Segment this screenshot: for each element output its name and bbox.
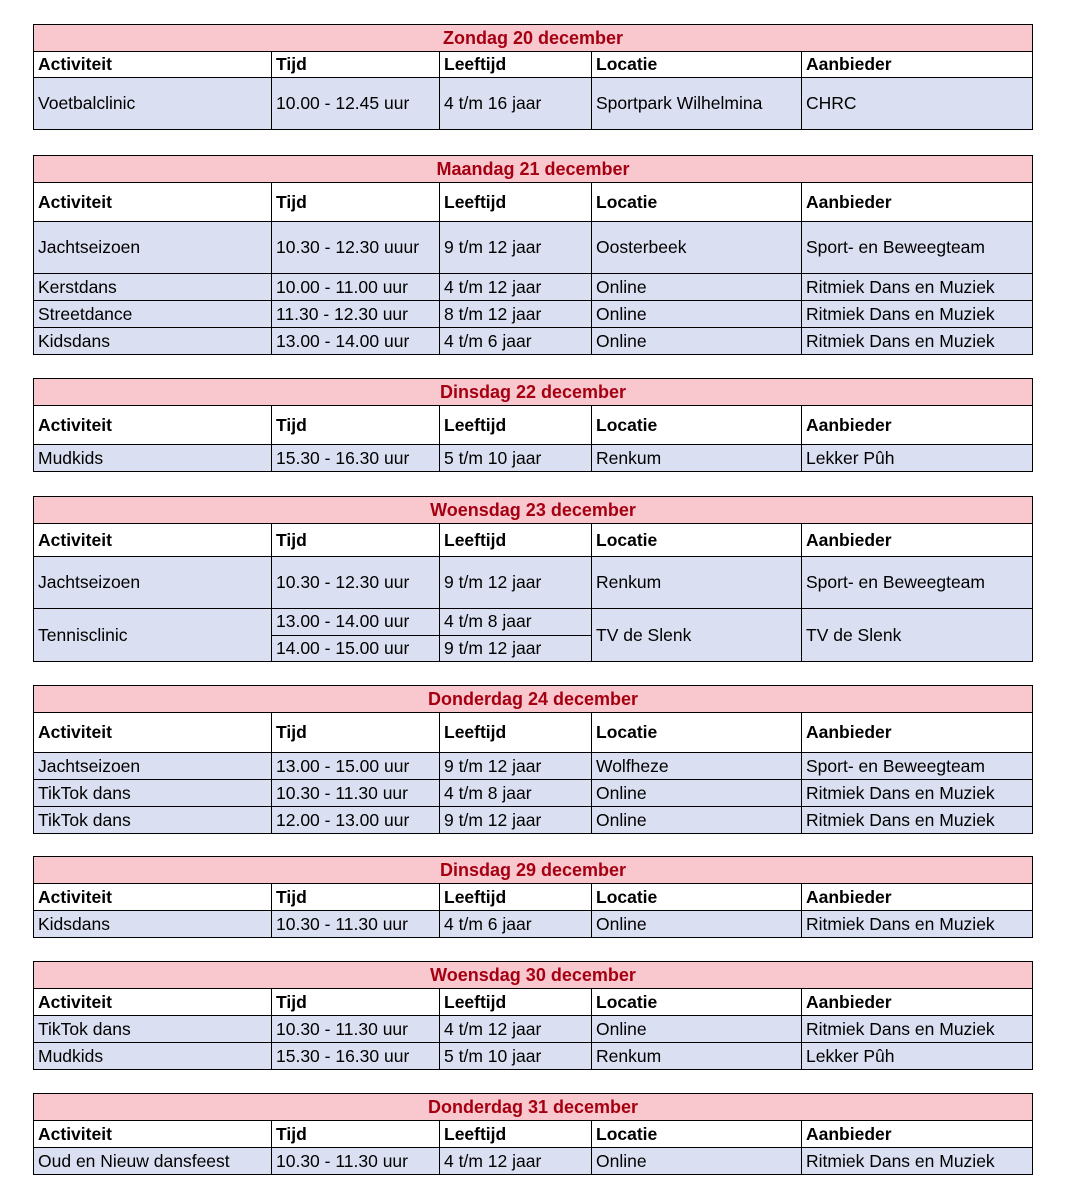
- cell-tijd: 10.00 - 11.00 uur: [272, 274, 440, 300]
- column-header-tijd: Tijd: [272, 183, 440, 221]
- day-title: Donderdag 24 december: [34, 686, 1032, 713]
- cell-leeftijd-part: 9 t/m 12 jaar: [440, 635, 591, 662]
- activity-row: [34, 780, 1032, 807]
- day-block: [33, 155, 1033, 355]
- activity-row: [34, 328, 1032, 354]
- cell-leeftijd: [440, 609, 592, 661]
- column-header-tijd: Tijd: [272, 884, 440, 910]
- column-header-aanbieder: Aanbieder: [806, 991, 892, 1012]
- column-header-tijd: Tijd: [272, 406, 440, 444]
- column-header-aanbieder: Aanbieder: [806, 54, 892, 74]
- column-header-aanbieder: Aanbieder: [806, 191, 892, 212]
- cell-activiteit: Jachtseizoen: [34, 222, 272, 273]
- cell-tijd: 13.00 - 15.00 uur: [272, 753, 440, 779]
- cell-aanbieder: Sport- en Beweegteam: [806, 572, 985, 592]
- column-header-activiteit: Activiteit: [34, 1121, 272, 1147]
- cell-aanbieder: Ritmiek Dans en Muziek: [806, 809, 995, 830]
- cell-tijd: 11.30 - 12.30 uur: [272, 301, 440, 327]
- cell-aanbieder: Ritmiek Dans en Muziek: [806, 913, 995, 934]
- cell-leeftijd: 9 t/m 12 jaar: [440, 807, 592, 833]
- day-title: Donderdag 31 december: [34, 1094, 1032, 1121]
- cell-activiteit: Kidsdans: [34, 328, 272, 354]
- day-title: Dinsdag 22 december: [34, 379, 1032, 406]
- cell-leeftijd: 9 t/m 12 jaar: [440, 557, 592, 608]
- activity-row: [34, 1016, 1032, 1043]
- column-header-locatie: Locatie: [592, 183, 802, 221]
- cell-locatie: Renkum: [592, 557, 802, 608]
- cell-aanbieder: Ritmiek Dans en Muziek: [806, 1150, 995, 1171]
- cell-locatie: Online: [592, 1148, 802, 1174]
- cell-activiteit: Kerstdans: [34, 274, 272, 300]
- column-header-row: [34, 183, 1032, 222]
- cell-activiteit: Oud en Nieuw dansfeest: [34, 1148, 272, 1174]
- column-header-leeftijd: Leeftijd: [440, 713, 592, 752]
- day-title: Zondag 20 december: [34, 25, 1032, 52]
- column-header-row: [34, 884, 1032, 911]
- column-header-tijd: Tijd: [272, 524, 440, 556]
- column-header-locatie: Locatie: [592, 52, 802, 77]
- cell-activiteit: Jachtseizoen: [34, 753, 272, 779]
- cell-locatie: Oosterbeek: [592, 222, 802, 273]
- column-header-row: [34, 52, 1032, 78]
- column-header-tijd: Tijd: [272, 1121, 440, 1147]
- cell-aanbieder: Sport- en Beweegteam: [806, 237, 985, 257]
- day-title: Woensdag 23 december: [34, 497, 1032, 524]
- column-header-leeftijd: Leeftijd: [440, 989, 592, 1015]
- activity-row: [34, 911, 1032, 937]
- column-header-row: [34, 524, 1032, 557]
- cell-aanbieder: Ritmiek Dans en Muziek: [806, 276, 995, 297]
- column-header-activiteit: Activiteit: [34, 524, 272, 556]
- cell-leeftijd-part: 4 t/m 8 jaar: [444, 611, 532, 632]
- column-header-activiteit: Activiteit: [34, 884, 272, 910]
- column-header-locatie: Locatie: [592, 1121, 802, 1147]
- day-block: [33, 685, 1033, 834]
- activity-row: [34, 274, 1032, 301]
- cell-activiteit: Jachtseizoen: [34, 557, 272, 608]
- column-header-aanbieder: Aanbieder: [806, 529, 892, 550]
- column-header-row: [34, 1121, 1032, 1148]
- cell-activiteit: TikTok dans: [34, 780, 272, 806]
- cell-tijd: 13.00 - 14.00 uur: [272, 328, 440, 354]
- activity-row: [34, 445, 1032, 471]
- cell-tijd: 10.30 - 11.30 uur: [272, 911, 440, 937]
- column-header-aanbieder: Aanbieder: [806, 722, 892, 742]
- cell-activiteit: Kidsdans: [34, 911, 272, 937]
- column-header-leeftijd: Leeftijd: [440, 52, 592, 77]
- cell-locatie: Online: [592, 328, 802, 354]
- cell-leeftijd: 4 t/m 12 jaar: [440, 1148, 592, 1174]
- activity-row: [34, 301, 1032, 328]
- column-header-aanbieder: Aanbieder: [806, 886, 892, 907]
- cell-locatie: Renkum: [592, 1043, 802, 1069]
- day-block: [33, 378, 1033, 472]
- cell-tijd: 10.30 - 12.30 uur: [272, 557, 440, 608]
- cell-tijd: 10.30 - 11.30 uur: [272, 1148, 440, 1174]
- cell-locatie: Online: [592, 807, 802, 833]
- cell-tijd: 10.30 - 11.30 uur: [272, 1016, 440, 1042]
- cell-locatie: TV de Slenk: [592, 609, 802, 661]
- column-header-leeftijd: Leeftijd: [440, 183, 592, 221]
- cell-activiteit: Mudkids: [34, 1043, 272, 1069]
- cell-aanbieder: TV de Slenk: [806, 624, 902, 645]
- activity-row: [34, 753, 1032, 780]
- cell-tijd-part: 13.00 - 14.00 uur: [276, 611, 410, 632]
- activity-row: [34, 609, 1032, 661]
- cell-leeftijd: 4 t/m 6 jaar: [440, 911, 592, 937]
- column-header-locatie: Locatie: [592, 989, 802, 1015]
- column-header-tijd: Tijd: [272, 52, 440, 77]
- cell-locatie: Online: [592, 780, 802, 806]
- cell-tijd: 10.00 - 12.45 uur: [272, 78, 440, 129]
- column-header-row: [34, 713, 1032, 753]
- activity-row: [34, 78, 1032, 129]
- cell-locatie: Online: [592, 911, 802, 937]
- cell-leeftijd: 8 t/m 12 jaar: [440, 301, 592, 327]
- column-header-activiteit: Activiteit: [34, 406, 272, 444]
- cell-aanbieder: Ritmiek Dans en Muziek: [806, 303, 995, 324]
- column-header-locatie: Locatie: [592, 406, 802, 444]
- cell-tijd: [272, 609, 440, 661]
- cell-aanbieder: Lekker Pûh: [806, 1045, 895, 1066]
- column-header-locatie: Locatie: [592, 524, 802, 556]
- cell-tijd: 15.30 - 16.30 uur: [272, 1043, 440, 1069]
- day-title: Maandag 21 december: [34, 156, 1032, 183]
- day-title: Woensdag 30 december: [34, 962, 1032, 989]
- cell-aanbieder: Sport- en Beweegteam: [806, 755, 985, 776]
- cell-aanbieder: Ritmiek Dans en Muziek: [806, 1018, 995, 1039]
- column-header-leeftijd: Leeftijd: [440, 884, 592, 910]
- cell-tijd-part: 14.00 - 15.00 uur: [272, 635, 439, 662]
- column-header-activiteit: Activiteit: [34, 713, 272, 752]
- cell-leeftijd: 4 t/m 6 jaar: [440, 328, 592, 354]
- column-header-row: [34, 406, 1032, 445]
- cell-leeftijd: 5 t/m 10 jaar: [440, 445, 592, 471]
- cell-activiteit: Streetdance: [34, 301, 272, 327]
- cell-leeftijd: 4 t/m 12 jaar: [440, 274, 592, 300]
- cell-aanbieder: CHRC: [806, 93, 857, 113]
- cell-tijd: 10.30 - 12.30 uuur: [272, 222, 440, 273]
- column-header-leeftijd: Leeftijd: [440, 524, 592, 556]
- column-header-row: [34, 989, 1032, 1016]
- cell-locatie: Renkum: [592, 445, 802, 471]
- cell-leeftijd: 4 t/m 8 jaar: [440, 780, 592, 806]
- cell-leeftijd: 9 t/m 12 jaar: [440, 753, 592, 779]
- column-header-aanbieder: Aanbieder: [806, 1123, 892, 1144]
- cell-leeftijd: 5 t/m 10 jaar: [440, 1043, 592, 1069]
- cell-activiteit: Mudkids: [34, 445, 272, 471]
- cell-locatie: Online: [592, 274, 802, 300]
- activity-row: [34, 807, 1032, 833]
- column-header-activiteit: Activiteit: [34, 183, 272, 221]
- column-header-locatie: Locatie: [592, 884, 802, 910]
- cell-locatie: Sportpark Wilhelmina: [592, 78, 802, 129]
- activity-row: [34, 222, 1032, 274]
- column-header-tijd: Tijd: [272, 989, 440, 1015]
- column-header-activiteit: Activiteit: [34, 52, 272, 77]
- column-header-leeftijd: Leeftijd: [440, 1121, 592, 1147]
- cell-aanbieder: Lekker Pûh: [806, 447, 895, 468]
- cell-aanbieder: Ritmiek Dans en Muziek: [806, 330, 995, 351]
- cell-activiteit: TikTok dans: [34, 1016, 272, 1042]
- day-block: [33, 496, 1033, 662]
- cell-leeftijd: 4 t/m 16 jaar: [440, 78, 592, 129]
- cell-locatie: Wolfheze: [592, 753, 802, 779]
- column-header-tijd: Tijd: [272, 713, 440, 752]
- column-header-leeftijd: Leeftijd: [440, 406, 592, 444]
- cell-locatie: Online: [592, 301, 802, 327]
- cell-tijd: 15.30 - 16.30 uur: [272, 445, 440, 471]
- day-title: Dinsdag 29 december: [34, 857, 1032, 884]
- cell-aanbieder: Ritmiek Dans en Muziek: [806, 782, 995, 803]
- cell-locatie: Online: [592, 1016, 802, 1042]
- day-block: [33, 961, 1033, 1070]
- cell-activiteit: Voetbalclinic: [34, 78, 272, 129]
- activity-row: [34, 1148, 1032, 1174]
- cell-activiteit: TikTok dans: [34, 807, 272, 833]
- day-block: [33, 1093, 1033, 1175]
- cell-tijd: 10.30 - 11.30 uur: [272, 780, 440, 806]
- cell-leeftijd: 4 t/m 12 jaar: [440, 1016, 592, 1042]
- cell-leeftijd: 9 t/m 12 jaar: [440, 222, 592, 273]
- cell-tijd: 12.00 - 13.00 uur: [272, 807, 440, 833]
- day-block: [33, 856, 1033, 938]
- column-header-activiteit: Activiteit: [34, 989, 272, 1015]
- column-header-locatie: Locatie: [592, 713, 802, 752]
- activity-row: [34, 557, 1032, 609]
- activity-row: [34, 1043, 1032, 1069]
- cell-activiteit: Tennisclinic: [34, 609, 272, 661]
- column-header-aanbieder: Aanbieder: [806, 414, 892, 435]
- day-block: [33, 24, 1033, 130]
